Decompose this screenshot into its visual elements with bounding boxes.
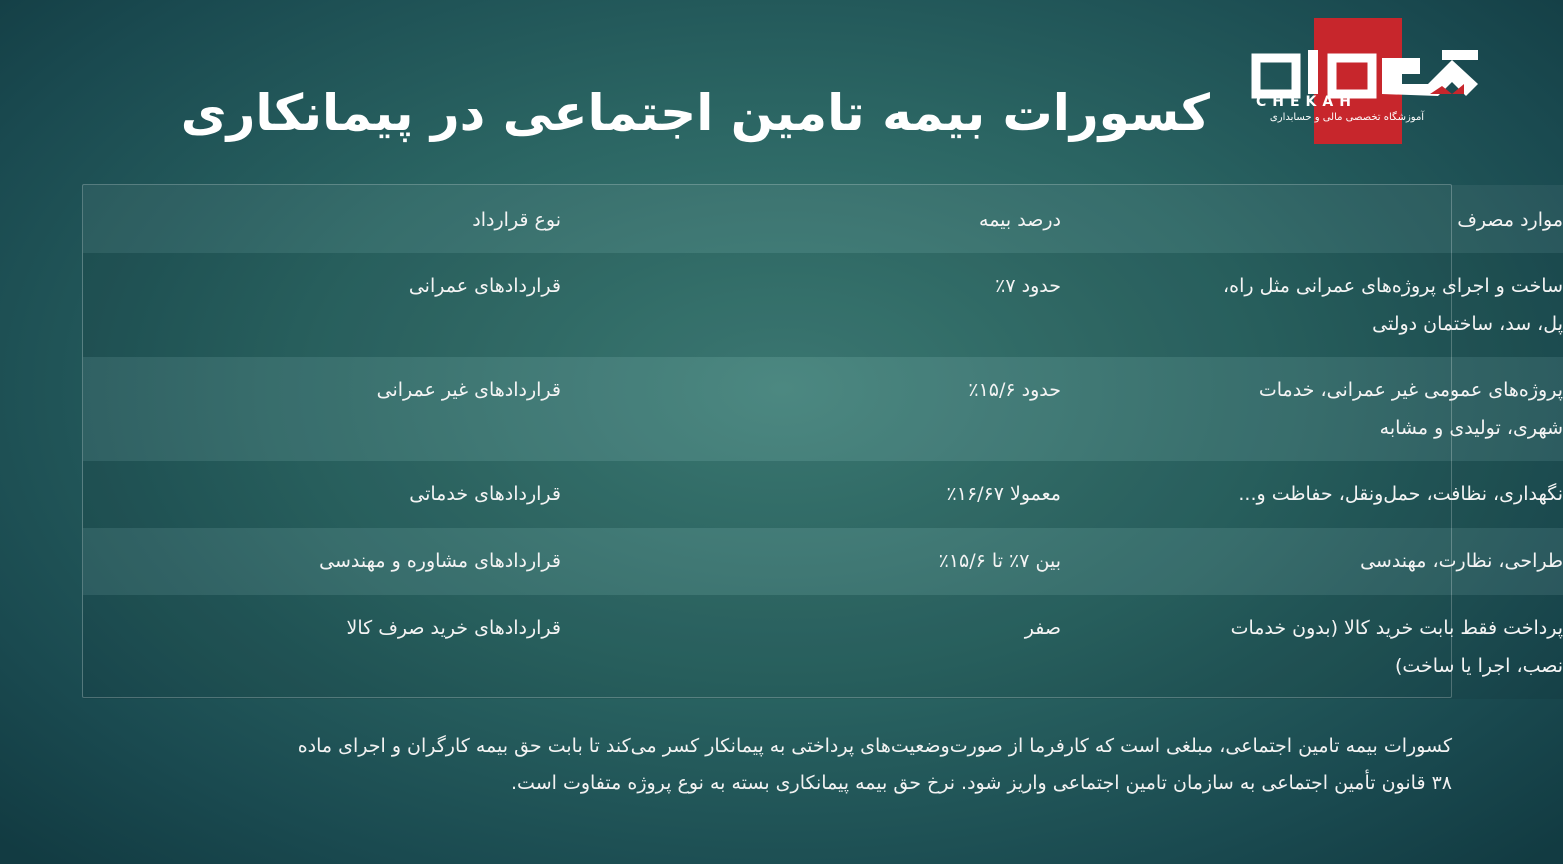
footnote-line-2: ۳۸ قانون تأمین اجتماعی به سازمان تامین اجتماعی واریز شود. نرخ حق بیمه پیمانکاری بسته به نوع پروژه متفاوت است. [511,772,1452,794]
cell-percent: حدود ۷٪ [995,275,1061,297]
header-contract: نوع قرارداد [472,209,561,231]
cell-percent: معمولا ۱۶/۶۷٪ [946,483,1061,505]
table-row [83,461,1563,528]
table-row [83,253,1563,357]
footnote-line-1: کسورات بیمه تامین اجتماعی، مبلغی است که کارفرما از صورت‌وضعیت‌های پرداختی به پیمانکار کسر می‌کند تا بابت حق بیمه کارگران و اجرای ماده [297,735,1452,757]
header-usage: موارد مصرف [1457,209,1563,231]
cell-percent: صفر [1024,617,1061,639]
cell-percent: بین ۷٪ تا ۱۵/۶٪ [938,550,1061,572]
cell-contract: قراردادهای عمرانی [408,275,561,297]
cell-contract: قراردادهای خدماتی [409,483,561,505]
cell-usage: پرداخت فقط بابت خرید کالا (بدون خدمات نصب، اجرا یا ساخت) [1230,617,1563,677]
chekah-logo [1252,18,1492,144]
cell-contract: قراردادهای مشاوره و مهندسی [319,550,561,572]
cell-usage: نگهداری، نظافت، حمل‌ونقل، حفاظت و... [1238,483,1563,505]
table-row [83,357,1563,461]
insurance-table [82,184,1563,698]
table-row [83,595,1563,699]
cell-percent: حدود ۱۵/۶٪ [968,379,1061,401]
page-title: کسورات بیمه تامین اجتماعی در پیمانکاری [180,84,1210,142]
cell-usage: طراحی، نظارت، مهندسی [1360,550,1563,572]
header-percent: درصد بیمه [979,209,1061,231]
table-header-row [83,185,1563,253]
cell-contract: قراردادهای خرید صرف کالا [346,617,561,639]
footnote-paragraph [90,728,1452,802]
cell-usage: پروژه‌های عمومی غیر عمرانی، خدمات شهری، تولیدی و مشابه [1258,379,1563,439]
cell-usage: ساخت و اجرای پروژه‌های عمرانی مثل راه، پل، سد، ساختمان دولتی [1223,275,1563,335]
logo-subtitle: آموزشگاه تخصصی مالی و حسابداری [1269,112,1425,123]
table-row [83,528,1563,595]
logo-latin-text: CHEKAH [1256,94,1357,110]
cell-contract: قراردادهای غیر عمرانی [376,379,561,401]
